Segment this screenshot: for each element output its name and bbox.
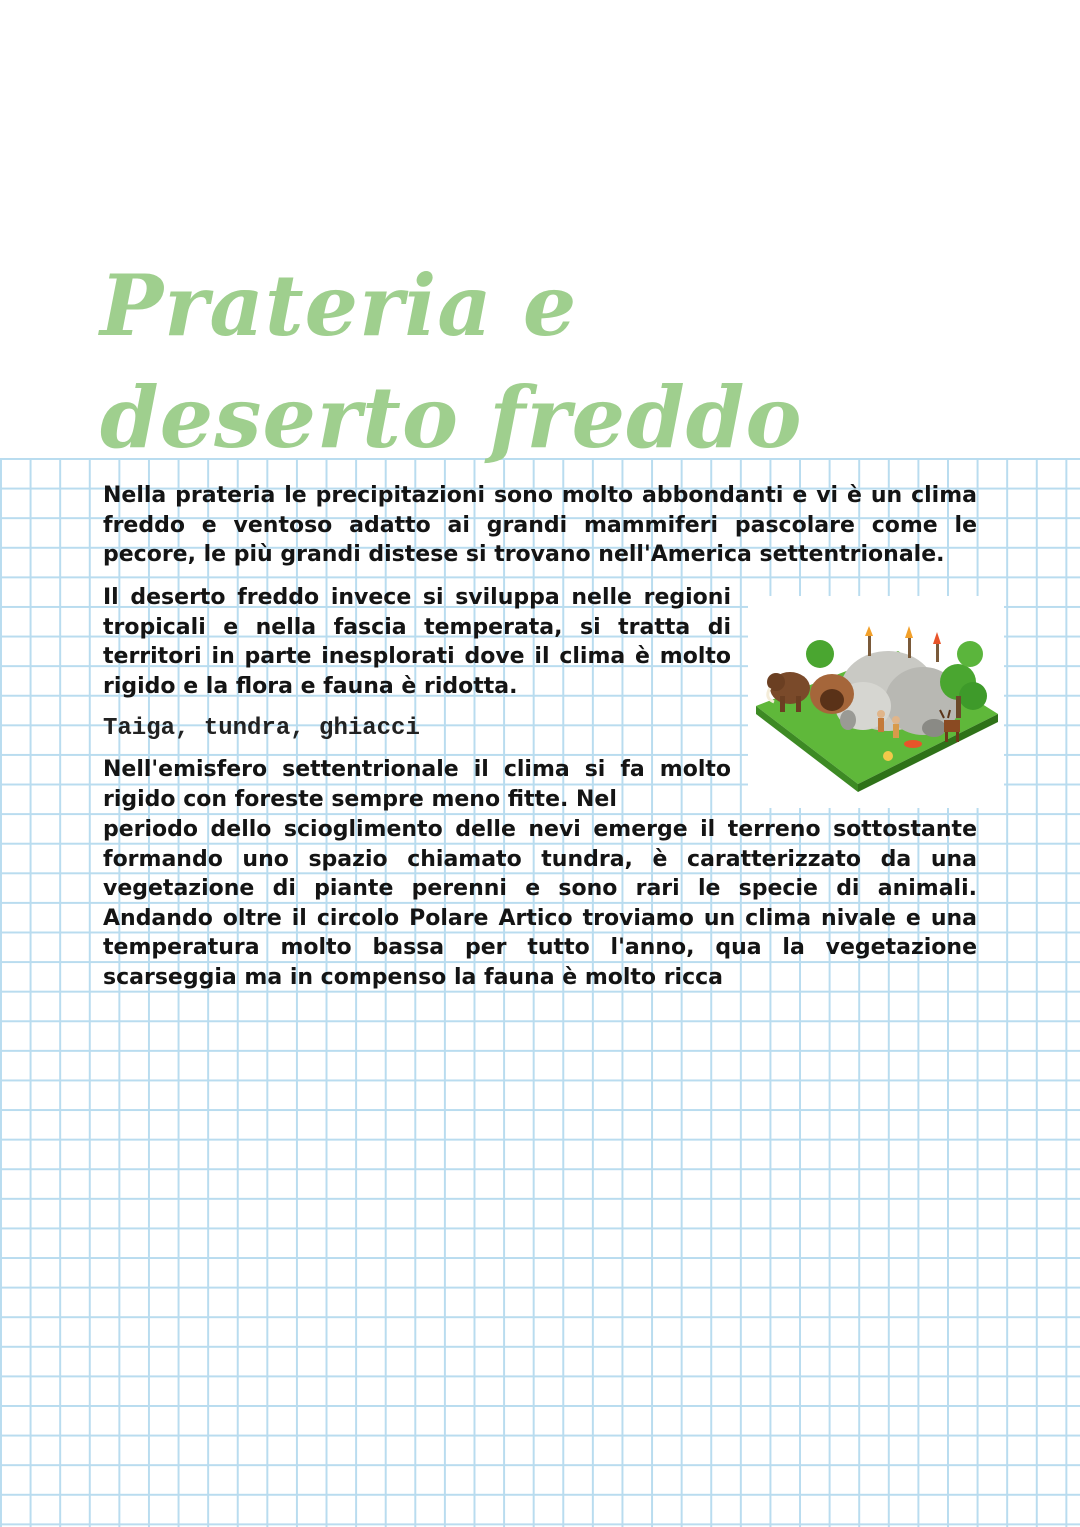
paragraph-emisfero-start: Nell'emisfero settentrionale il clima si fa molto rigido con foreste sempre meno fitte. Nel (103, 757, 731, 812)
title-line-1: Prateria e (100, 256, 578, 355)
paragraph-prateria: Nella prateria le precipitazioni sono molto abbondanti e vi è un clima freddo e ventoso adatto ai grandi mammiferi pascolare come le pecore, le più grandi distese si trovano nell'America settentrionale. (103, 483, 977, 568)
page-title (100, 250, 860, 474)
stone-age-cave-scene-icon (748, 596, 1004, 808)
title-line-2: deserto freddo (100, 368, 803, 467)
paragraph-deserto-freddo: Il deserto freddo invece si sviluppa nelle regioni tropicali e nella fascia temperata, si tratta di territori in parte inesplorati dove il clima è molto rigido e la flora e fauna è ridotta. (103, 585, 731, 699)
paragraph-emisfero-continued: periodo dello scioglimento delle nevi emerge il terreno sottostante formando uno spazio chiamato tundra, è caratterizzato da una vegetazione di piante perenni e sono rari le specie di animali. Andando oltre il circolo Polare Artico troviamo un clima nivale e una temperatura molto bassa per tutto l'anno, qua la vegetazione scarseggia ma in compenso la fauna è molto ricca (103, 817, 977, 990)
subheading-taiga: Taiga, tundra, ghiacci (103, 715, 420, 742)
